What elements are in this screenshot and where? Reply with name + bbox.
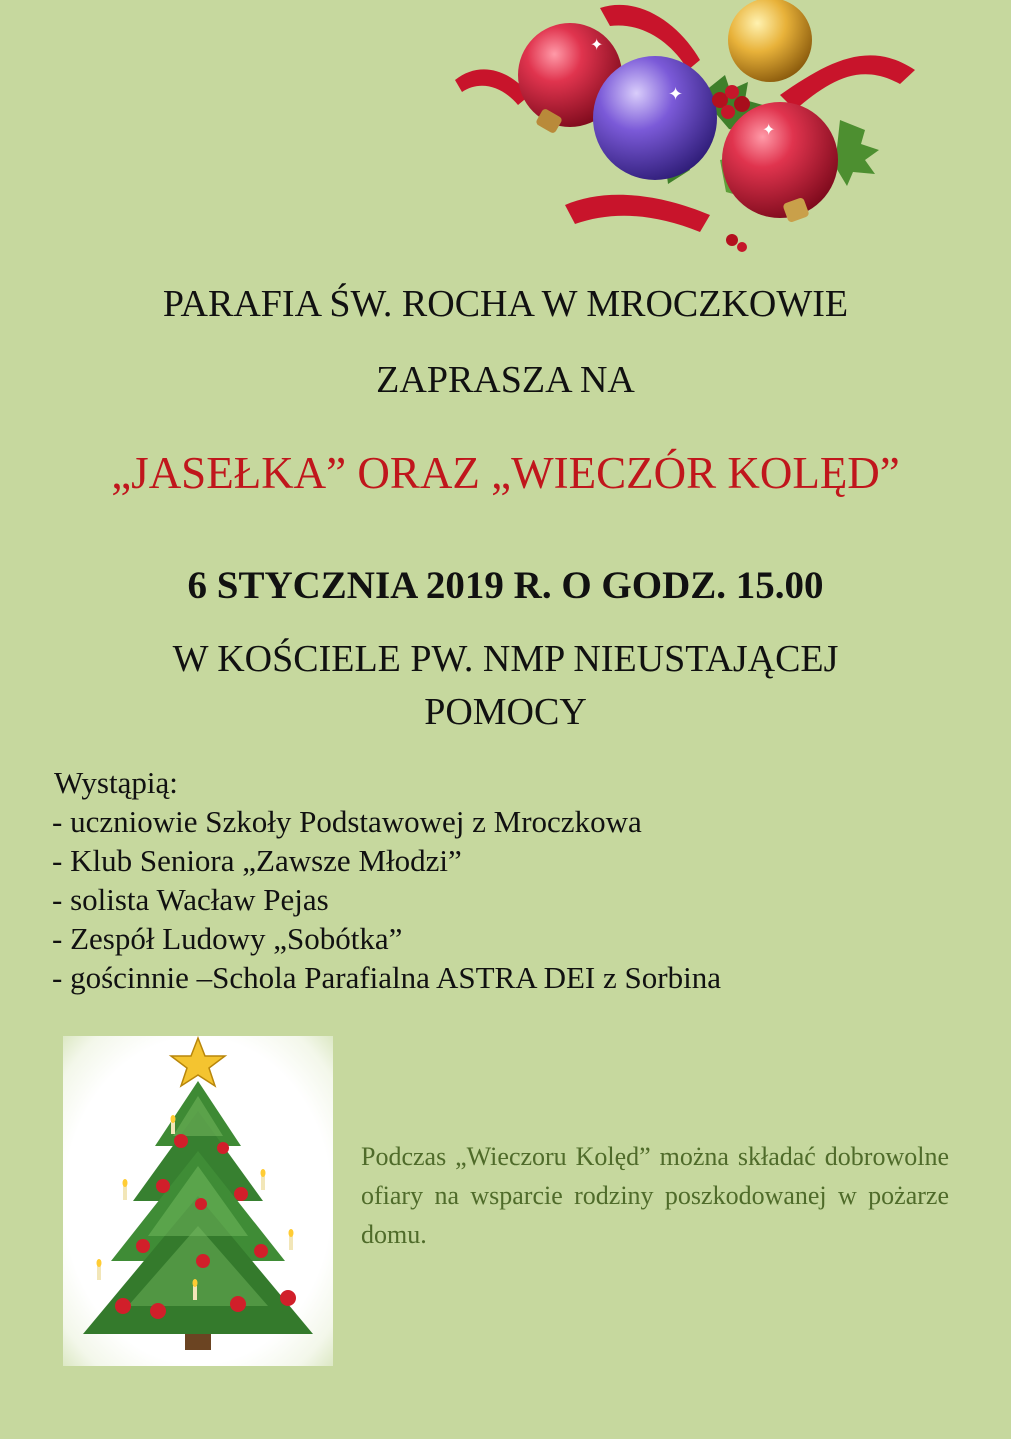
christmas-tree-illustration [63, 1036, 333, 1366]
event-date: 6 STYCZNIA 2019 R. O GODZ. 15.00 [187, 564, 824, 607]
parish-name: PARAFIA ŚW. ROCHA W MROCZKOWIE [162, 283, 849, 325]
performer-item: - Klub Seniora „Zawsze Młodzi” [52, 843, 462, 878]
performer-item: - solista Wacław Pejas [52, 882, 329, 917]
christmas-tree-icon [63, 1036, 333, 1366]
performers-list [52, 802, 852, 997]
performer-item: - uczniowie Szkoły Podstawowej z Mroczkowa [52, 804, 642, 839]
christmas-baubles-illustration [450, 0, 920, 275]
performers-section [52, 763, 852, 997]
svg-text:✦: ✦ [668, 84, 684, 105]
event-title: „JASEŁKA” ORAZ „WIECZÓR KOLĘD” [111, 448, 900, 498]
performer-item: - gościnnie –Schola Parafialna ASTRA DEI z Sorbina [52, 960, 721, 995]
performers-heading: Wystąpią: [54, 765, 178, 800]
event-place-line-2: POMOCY [424, 691, 587, 733]
svg-text:✦: ✦ [762, 120, 776, 139]
invite-text: ZAPRASZA NA [376, 359, 635, 401]
svg-text:✦: ✦ [590, 35, 604, 54]
donation-note: Podczas „Wieczoru Kolęd” można składać dobrowolne ofiary na wsparcie rodziny poszkodowanej w pożarze domu. [361, 1142, 949, 1249]
performer-item: - Zespół Ludowy „Sobótka” [52, 921, 403, 956]
event-place-line-1: W KOŚCIELE PW. NMP NIEUSTAJĄCEJ [172, 638, 839, 680]
